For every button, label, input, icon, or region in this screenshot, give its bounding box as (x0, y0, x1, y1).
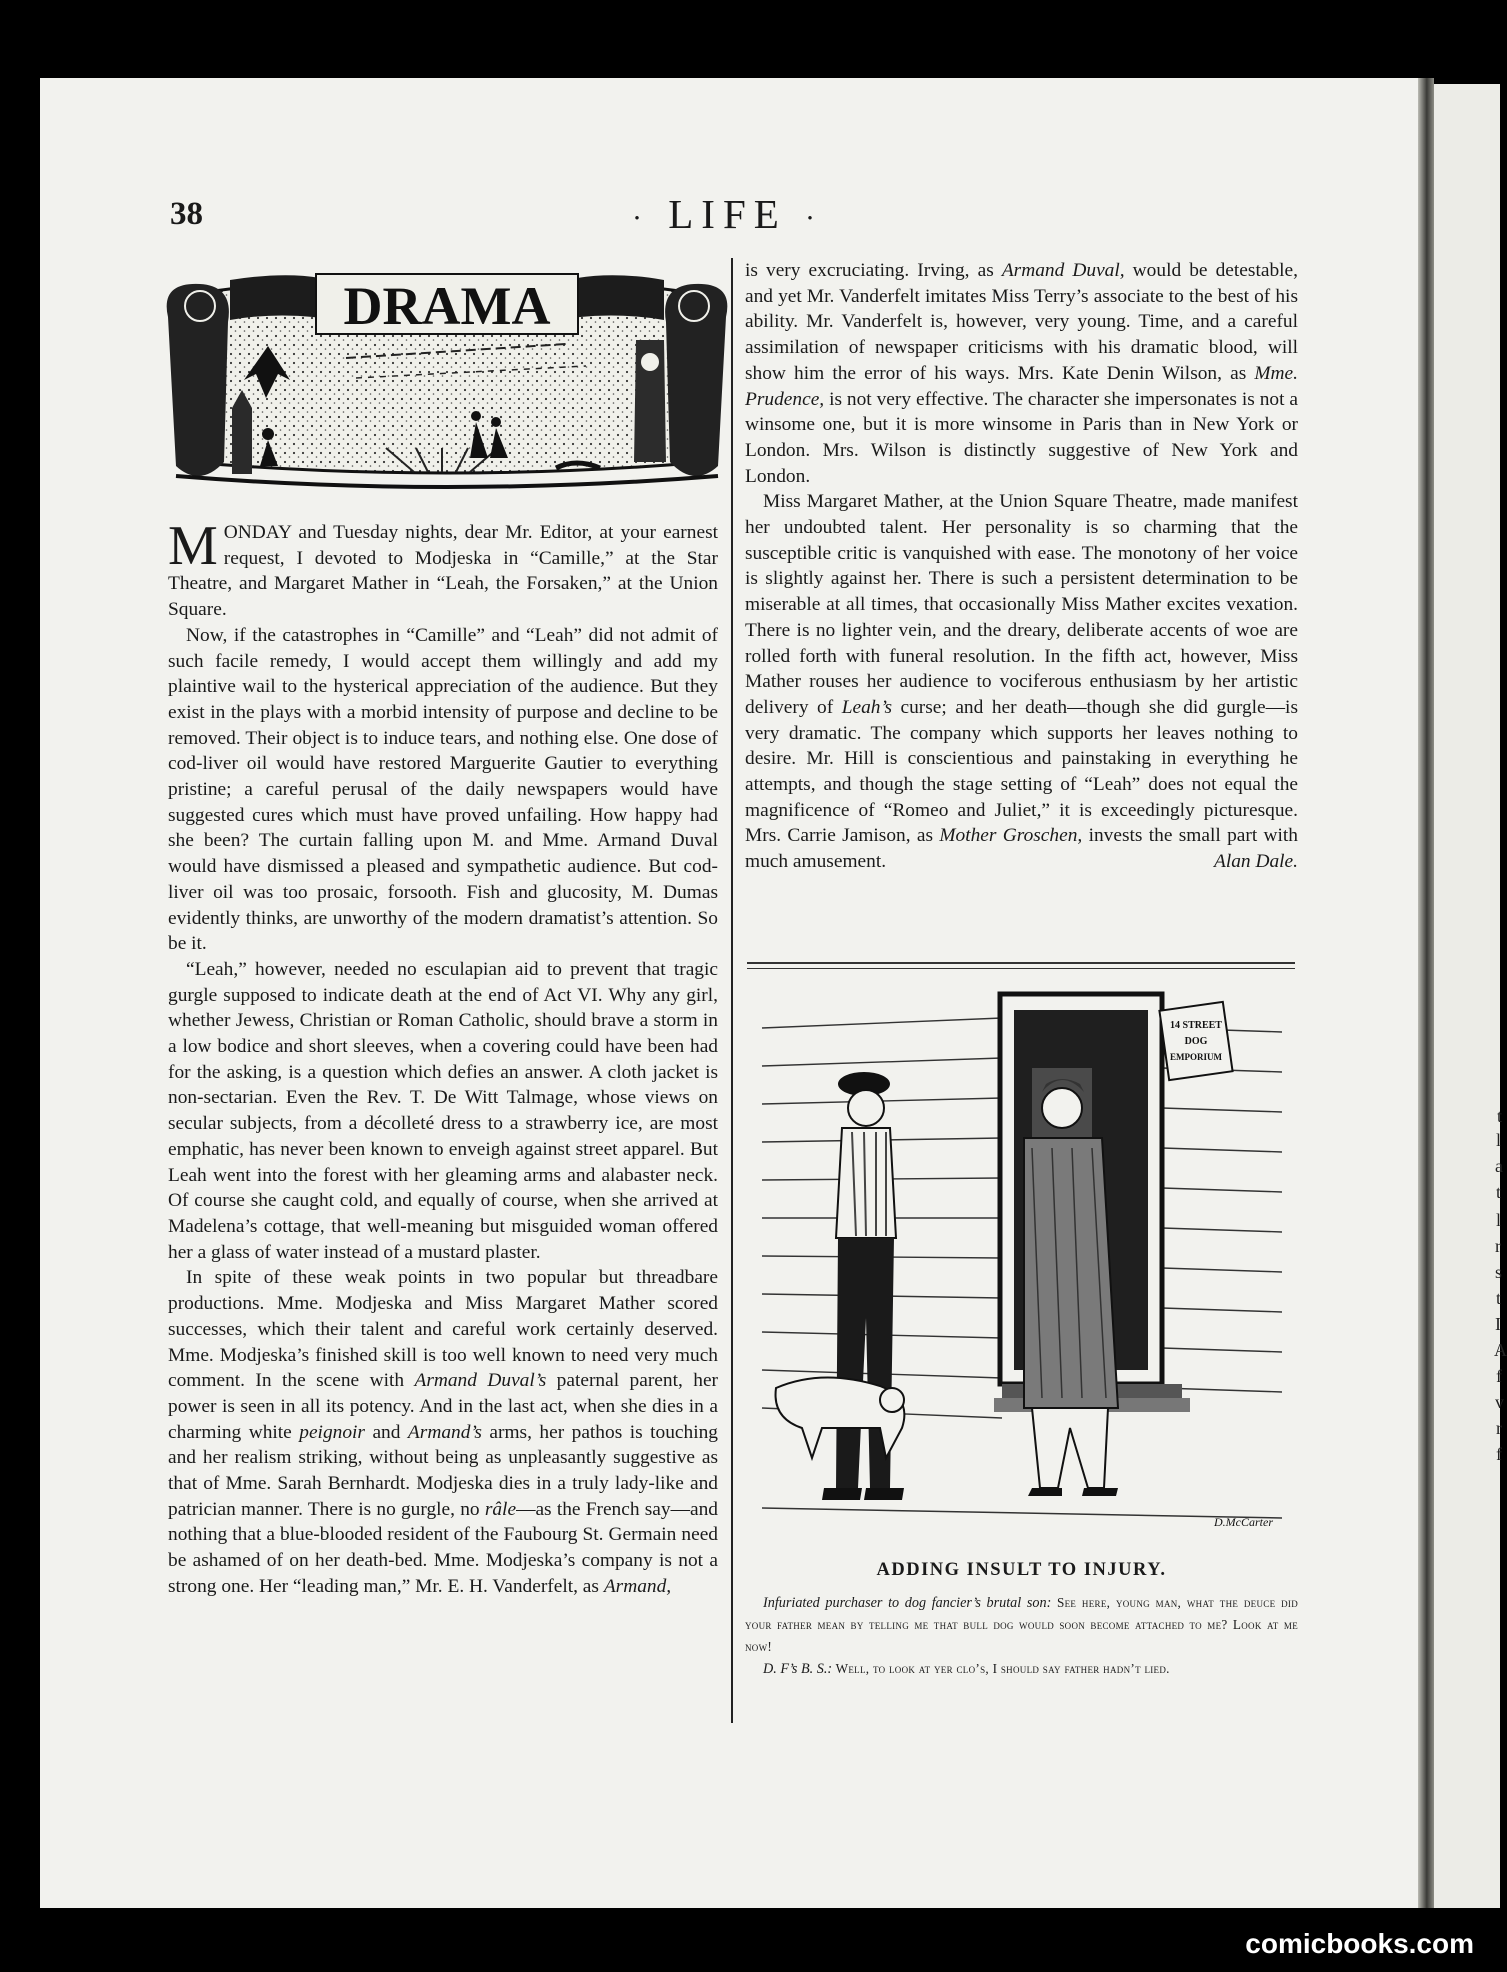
article-paragraph: Now, if the catastrophes in “Camille” and “Leah” did not admit of such facile remedy, I would accept them willingly and add my plaintive wail to the hysterical appreciation of the audience. But they exist in the plays with a morbid intensity of purpose and decline to be removed. Their object is to induce tears, and nothing else. One dose of cod-liver oil would have restored Marguerite Gautier to everything pristine; a careful perusal of the daily newspapers would have suggested cures which must have proved unfailing. How happy had she been? The curtain falling upon M. and Mme. Armand Duval would have dismissed a pleased and sympathetic audience. But cod-liver oil was too prosaic, forsooth. Fish and glucosity, M. Dumas evidently thinks, are unworthy of the modern dramatist’s attention. So be it. (168, 624, 718, 955)
italic-run: Armand, (603, 1575, 672, 1597)
article-paragraph: “Leah,” however, needed no esculapian aid to prevent that tragic gurgle supposed to indicate death at the end of Act VI. Why any girl, whether Jewess, Christian or Roman Catholic, should brave a storm in a low bodice and short sleeves, when a covering could have been had for the asking, is a question which defies an answer. A cloth jacket is non-sectarian. Even the Rev. T. De Witt Talmage, whose views on secular subjects, from a décolleté dress to a strawberry ice, are most emphatic, has never been known to enveigh against street apparel. But Leah went into the forest with her gleaming arms and alabaster neck. Of course she caught cold, and equally of course, when she arrived at Madelena’s cottage, that well-meaning but misguided woman offered her a glass of water instead of a mustard plaster. (168, 958, 718, 1263)
edge-letter: f (1496, 1366, 1502, 1386)
artist-signature: D.McCarter (1214, 1515, 1273, 1529)
italic-run: Armand’s (407, 1421, 482, 1443)
italic-run: Armand Duval, (1001, 260, 1125, 281)
section-divider (747, 962, 1295, 964)
italic-run: Mme. Prudence, (745, 362, 1298, 410)
article-paragraph (168, 515, 718, 623)
caption-dialogue: See here, young man, what the deuce did your father mean by telling me that bull dog would soon become attached to me? Look at me now! (745, 1595, 1298, 1654)
page-number: 38 (170, 196, 203, 232)
caption-line (745, 1658, 1298, 1680)
edge-letter: r (1496, 1418, 1502, 1438)
cartoon-illustration (762, 988, 1282, 1540)
edge-letter: r (1495, 1236, 1501, 1256)
text-run: Miss Margaret Mather, at the Union Square Theatre, made manifest her undoubted talent. Her personality is so charming that the susceptible critic is vanquished with ease. The monotony of her voice is slightly against her. There is such a persistent determination to be miserable at all times, that occasionally Miss Mather excites vexation. There is no lighter vein, and the dreary, deliberate accents of woe are rolled forth with funeral resolution. In the fifth act, however, Miss Mather rouses her audience to vociferous enthusiasm by her artistic delivery of (745, 491, 1298, 718)
text-run: In spite of these weak points in two popular but threadbare productions. Mme. Modjeska and Miss Margaret Mather scored successes, which their talent and careful work certainly deserved. Mme. Modjeska’s finished skill is too well known to need very much comment. In the scene with (168, 1267, 718, 1392)
article-paragraph (168, 1265, 718, 1599)
text-run: would be detestable, and yet Mr. Vanderfelt imitates Miss Terry’s associate to the best of his ability. Mr. Vanderfelt is, however, very young. Time, and a careful assimilation of newspaper criticisms with his dramatic blood, will show him the error of his ways. Mrs. Kate Denin Wilson, as (745, 260, 1298, 384)
edge-letter: l (1496, 1210, 1502, 1230)
cartoon-caption (745, 1592, 1298, 1680)
italic-run: Leah’s (841, 696, 892, 718)
edge-letter: v (1495, 1392, 1504, 1412)
text-run: —as the French say—and nothing that a blue-blooded resident of the Faubourg St. Germain need be ashamed of on her death-bed. Mme. Modjeska’s company is not a strong one. Her “leading man,” Mr. E. H. Vanderfelt, as (168, 1498, 718, 1597)
article-right-column (745, 258, 1298, 875)
caption-dialogue: Well, to look at yer clo’s, I should say father hadn’t lied. (835, 1661, 1170, 1676)
section-divider (747, 968, 1295, 969)
shop-sign-text: EMPORIUM (1170, 1052, 1222, 1062)
masthead-title: LIFE (668, 191, 787, 237)
article-paragraph (745, 489, 1298, 875)
text-run: invests the small part with much amusement. (745, 825, 1298, 873)
drama-heading: DRAMA (343, 276, 551, 336)
cartoon-title: ADDING INSULT TO INJURY. (876, 1560, 1167, 1580)
edge-letter: l (1496, 1130, 1502, 1150)
article-paragraph-text: ONDAY and Tuesday nights, dear Mr. Editor, at your earnest request, I devoted to Modjeska in “Camille,” at the Star Theatre, and Margaret Mather in “Leah, the Forsaken,” at the Union Square. (168, 522, 718, 621)
text-run: is not very effective. The character she impersonates is not a winsome one, but it is more winsome in Paris than in New York or London. Mrs. Wilson is distinctly suggestive of New York and London. (745, 388, 1298, 487)
article-left-column (168, 515, 719, 1600)
text-run: curse; and her death—though she did gurgle—is very dramatic. The company which supports her leaves nothing to desire. Mr. Hill is conscientious and painstaking in everything he attempts, and though the stage setting of “Leah” does not equal the magnificence of “Romeo and Juliet,” it is exceedingly picturesque. Mrs. Carrie Jamison, as (745, 696, 1298, 847)
edge-letter: s (1495, 1262, 1503, 1282)
author-signature: Alan Dale. (1213, 851, 1298, 873)
edge-letter: t (1497, 1106, 1503, 1126)
text-run: and (364, 1421, 408, 1443)
masthead-dot: · (805, 201, 824, 235)
italic-run: peignoir (299, 1421, 365, 1443)
italic-run: Armand Duval’s (414, 1370, 547, 1392)
drama-header-illustration (166, 262, 728, 490)
adjacent-page-edge (1434, 84, 1503, 1908)
column-rule (731, 258, 733, 1723)
edge-letter: a (1495, 1156, 1503, 1176)
text-run: is very excruciating. Irving, as (745, 260, 1002, 281)
caption-speaker: Infuriated purchaser to dog fancier’s brutal son: (763, 1595, 1052, 1611)
drop-cap: M (168, 515, 218, 577)
italic-run: râle (484, 1498, 517, 1520)
edge-letter: I (1495, 1314, 1501, 1334)
italic-run: Mother Groschen, (939, 825, 1083, 847)
page-gutter (1418, 78, 1434, 1908)
shop-sign-text: DOG (1184, 1036, 1208, 1047)
edge-letter: t (1496, 1288, 1502, 1308)
masthead (632, 190, 823, 238)
shop-sign-text: 14 STREET (1170, 1020, 1222, 1031)
text-run: arms, her pathos is touching and her realism striking, without being as unpleasantly suggestive as that of Mme. Sarah Bernhardt. Modjeska dies in a truly lady-like and patrician manner. There is no gurgle, no (168, 1421, 718, 1520)
article-paragraph (745, 258, 1298, 489)
edge-letter: A (1494, 1340, 1507, 1360)
site-watermark: comicbooks.com (1245, 1928, 1474, 1959)
masthead-dot: · (632, 201, 650, 235)
caption-speaker: D. F’s B. S.: (763, 1661, 833, 1677)
shop-sign (1159, 1002, 1232, 1080)
caption-line (745, 1592, 1298, 1658)
edge-letter: t (1496, 1182, 1502, 1202)
edge-letter: f (1496, 1444, 1502, 1464)
text-run: paternal parent, her power is seen in all its potency. And in the last act, when she dies in a charming white (168, 1370, 719, 1443)
